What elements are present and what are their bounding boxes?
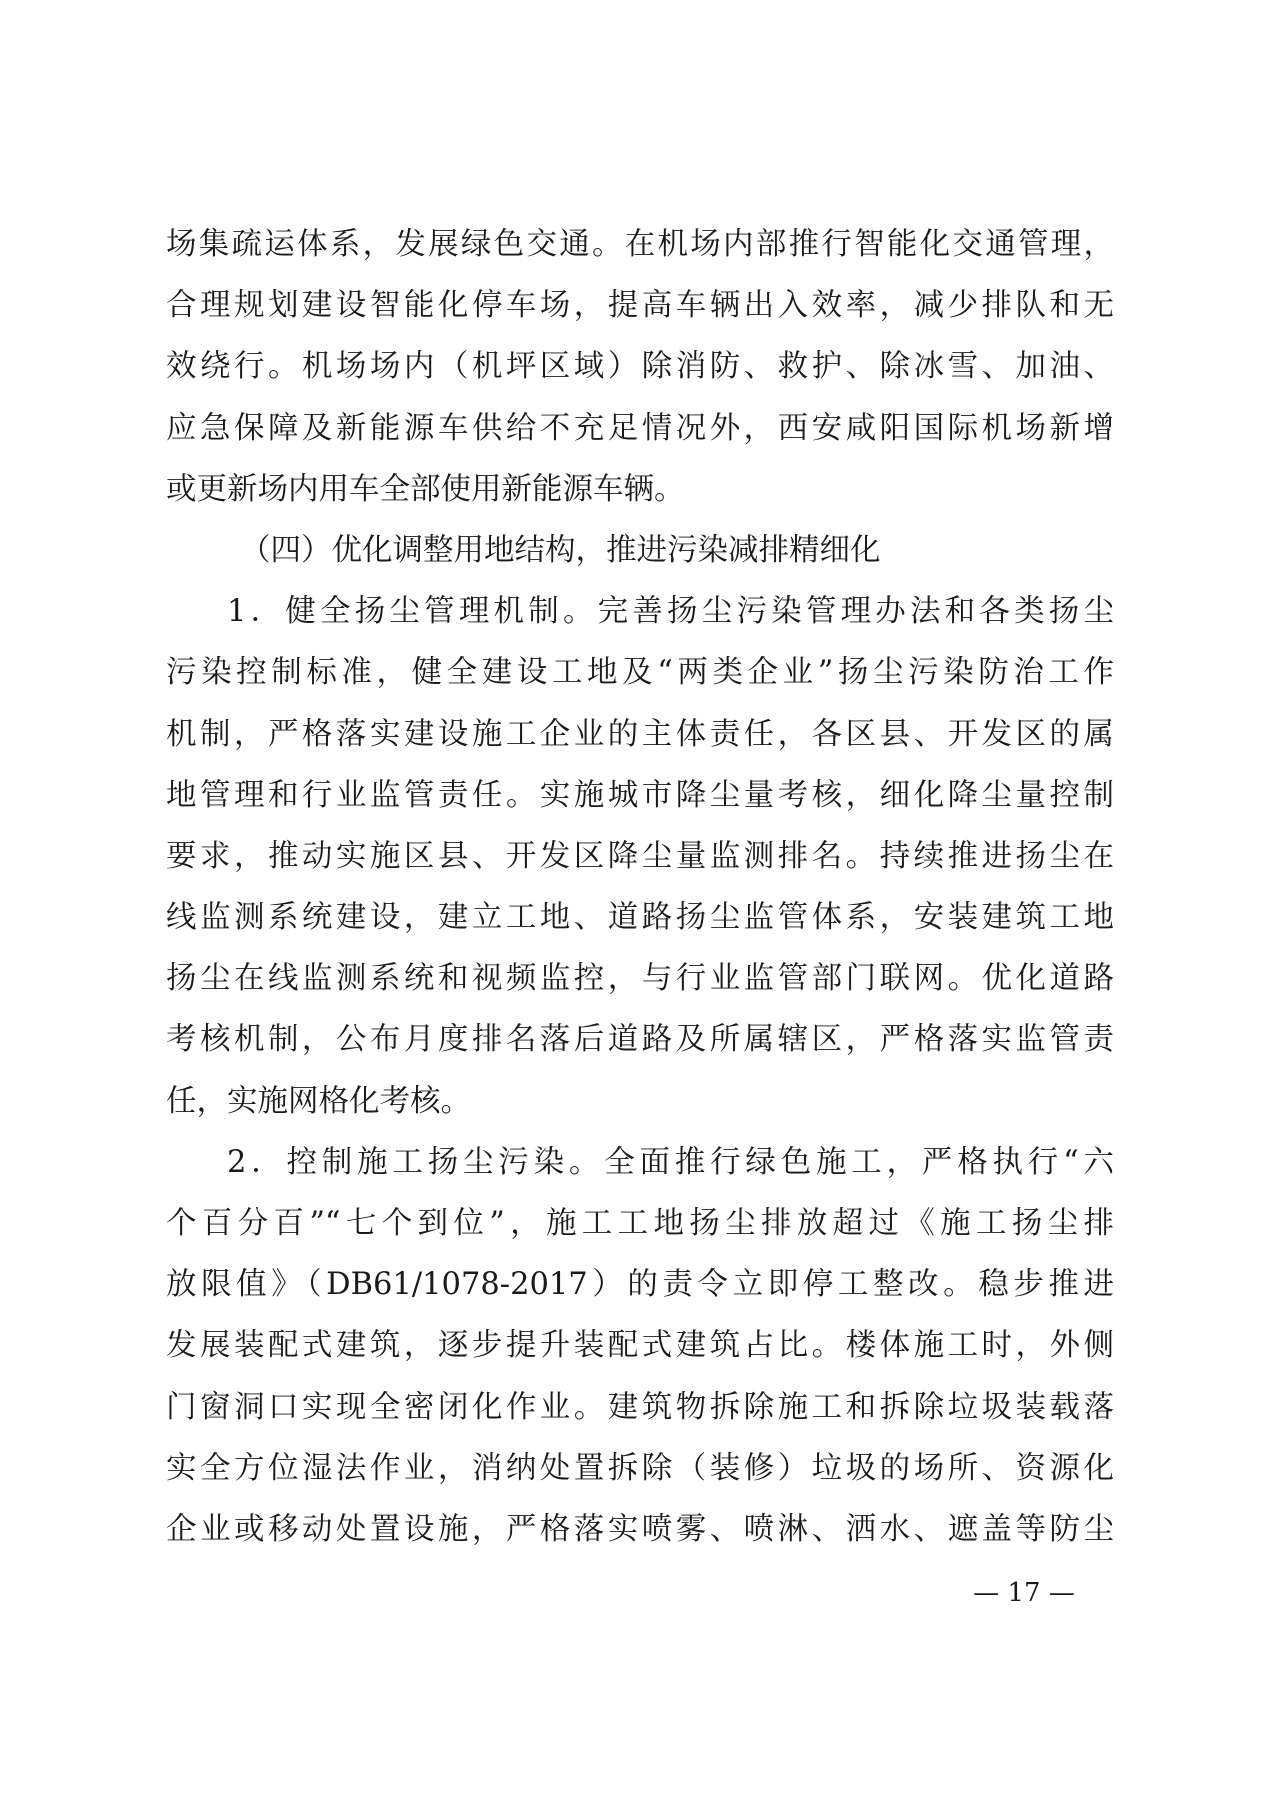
text-line: 线监测系统建设，建立工地、道路扬尘监管体系，安装建筑工地 (166, 900, 1114, 936)
text-line: 应急保障及新能源车供给不充足情况外，西安咸阳国际机场新增 (166, 410, 1114, 446)
text-line: 要求，推动实施区县、开发区降尘量监测排名。持续推进扬尘在 (166, 838, 1114, 874)
text-line: 污染控制标准，健全建设工地及“两类企业”扬尘污染防治工作 (166, 655, 1114, 691)
text-line: 场集疏运体系，发展绿色交通。在机场内部推行智能化交通管理， (166, 227, 1114, 262)
text-line: 实全方位湿法作业，消纳处置拆除（装修）垃圾的场所、资源化 (166, 1450, 1114, 1486)
text-line: 企业或移动处置设施，严格落实喷雾、喷淋、洒水、遮盖等防尘 (166, 1511, 1114, 1547)
text-line: 门窗洞口实现全密闭化作业。建筑物拆除施工和拆除垃圾装载落 (166, 1389, 1114, 1425)
text-line: 机制，严格落实建设施工企业的主体责任，各区县、开发区的属 (166, 716, 1114, 752)
text-line: 效绕行。机场场内（机坪区域）除消防、救护、除冰雪、加油、 (166, 349, 1114, 385)
text-line: 考核机制，公布月度排名落后道路及所属辖区，严格落实监管责 (166, 1022, 1114, 1058)
text-line: 任，实施网格化考核。 (166, 1083, 471, 1119)
text-line: 1．健全扬尘管理机制。完善扬尘污染管理办法和各类扬尘 (227, 594, 1114, 630)
text-line: 地管理和行业监管责任。实施城市降尘量考核，细化降尘量控制 (166, 777, 1114, 813)
text-line: 或更新场内用车全部使用新能源车辆。 (166, 471, 685, 507)
page-number: — 17 — (973, 1578, 1075, 1608)
body-text (166, 214, 1114, 1560)
section-heading: （四）优化调整用地结构，推进污染减排精细化 (240, 532, 881, 568)
text-line: 发展装配式建筑，逐步提升装配式建筑占比。楼体施工时，外侧 (166, 1328, 1114, 1364)
text-line: 合理规划建设智能化停车场，提高车辆出入效率，减少排队和无 (166, 288, 1114, 324)
text-line: 2．控制施工扬尘污染。全面推行绿色施工，严格执行“六 (227, 1144, 1114, 1180)
text-line: 个百分百”“七个到位”，施工工地扬尘排放超过《施工扬尘排 (166, 1206, 1114, 1241)
text-line: 扬尘在线监测系统和视频监控，与行业监管部门联网。优化道路 (166, 961, 1114, 997)
text-line: 放限值》（DB61/1078-2017）的责令立即停工整改。稳步推进 (166, 1267, 1114, 1303)
